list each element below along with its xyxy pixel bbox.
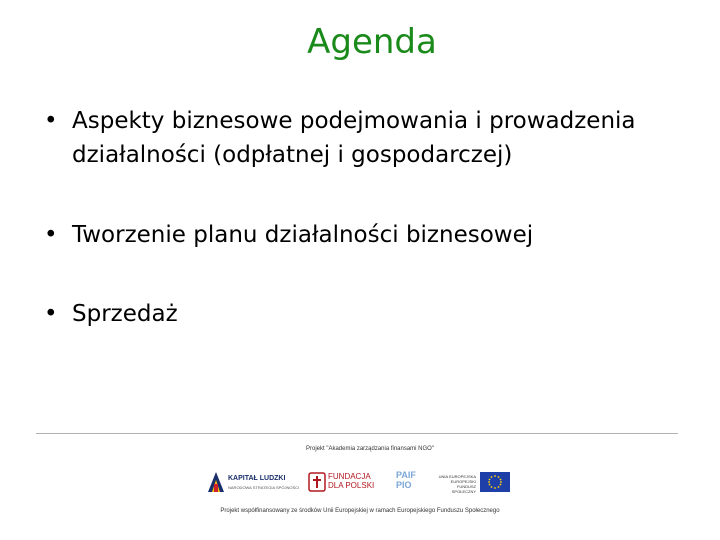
paif-line2: PIO [396,480,412,490]
eu-flag-icon [480,472,510,492]
bullet-icon: • [44,222,58,248]
project-name: Projekt "Akademia zarządzania finansami NGO" [306,446,434,452]
bullet-item [44,104,664,172]
fundacja-icon [308,470,326,494]
bullet-text: Tworzenie planu działalności biznesowej [72,222,534,248]
fundacja-line2: DLA POLSKI [328,481,375,490]
logo-strip [200,468,520,508]
bullet-text: Aspekty biznesowe podejmowania i prowadzenia działalności (odpłatnej i gospodarczej) [72,108,636,168]
slide-title: Agenda [307,22,437,62]
kapital-ludzki-logo [206,468,298,498]
kapital-ludzki-icon [206,470,226,494]
bullet-item [44,218,664,252]
bullet-item [44,297,664,331]
footer [200,446,520,526]
paif-logo [396,468,426,498]
eu-line3: FUNDUSZ SPOŁECZNY [451,484,476,494]
eu-logo [436,468,514,498]
eu-line2: EUROPEJSKI [450,479,476,484]
fundacja-logo [308,468,374,498]
eu-line1: UNIA EUROPEJSKA [438,474,476,479]
cofinancing-note: Projekt współfinansowany ze środków Unii Europejskiej w ramach Europejskiego Funduszu Społecznego [220,508,500,514]
bullet-text: Sprzedaż [72,301,178,327]
kapital-ludzki-name: KAPITAŁ LUDZKI [228,475,286,482]
paif-name [396,470,416,490]
paif-line1: PAIF [396,470,416,480]
bullet-list [44,104,664,331]
eu-text [436,474,476,494]
bullet-icon: • [44,108,58,134]
fundacja-name [328,472,374,490]
kapital-ludzki-sub: NARODOWA STRATEGIA SPÓJNOŚCI [228,485,300,490]
bullet-icon: • [44,301,58,327]
footer-divider [36,433,678,434]
fundacja-line1: FUNDACJA [328,472,371,481]
